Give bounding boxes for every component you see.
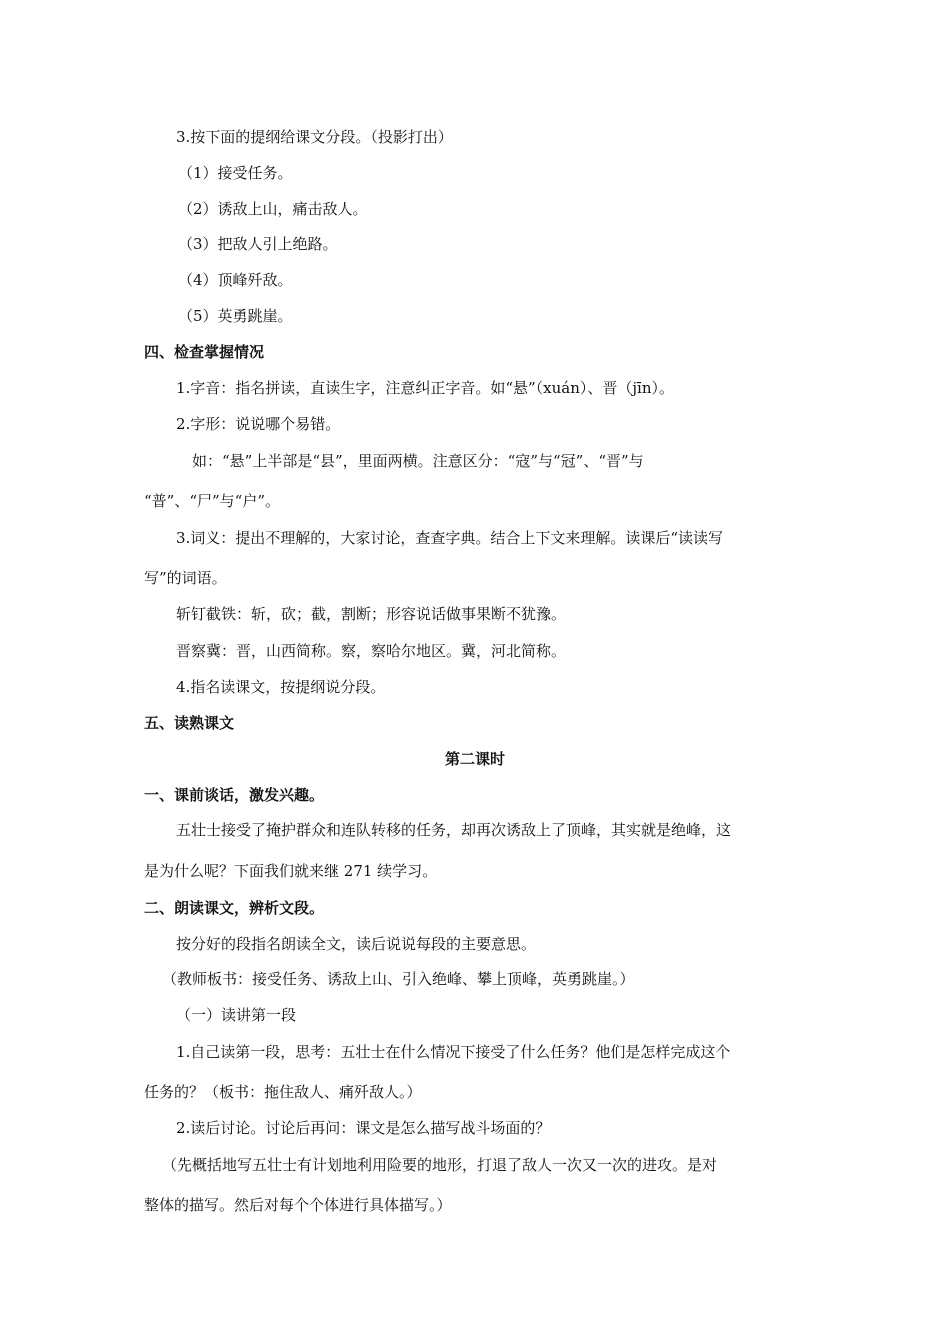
- paragraph-line: 五壮士接受了掩护群众和连队转移的任务，却再次诱敌上了顶峰，其实就是绝峰，这: [176, 821, 732, 839]
- section-heading: 二、朗读课文，辨析文段。: [144, 899, 325, 917]
- paragraph-line: （一）读讲第一段: [176, 1006, 297, 1024]
- outline-item: （2）诱敌上山，痛击敌人。: [178, 200, 368, 218]
- paragraph-line: 写”的词语。: [144, 569, 227, 587]
- paragraph-line: 1.字音：指名拼读，直读生字，注意纠正字音。如“悬”（xuán）、晋（jīn）。: [176, 379, 674, 397]
- paragraph-line: 按分好的段指名朗读全文，读后说说每段的主要意思。: [176, 935, 537, 953]
- paragraph-line: 3.词义：提出不理解的，大家讨论，查查字典。结合上下文来理解。读课后“读读写: [176, 529, 723, 547]
- paragraph-line: 2.读后讨论。讨论后再问：课文是怎么描写战斗场面的？: [176, 1119, 551, 1137]
- paragraph-line: 1.自己读第一段，思考：五壮士在什么情况下接受了什么任务？他们是怎样完成这个: [176, 1043, 731, 1061]
- outline-item: （4）顶峰歼敌。: [178, 271, 293, 289]
- paragraph-line: “普”、“尸”与“户”。: [144, 492, 281, 510]
- lesson-title: 第二课时: [444, 750, 505, 768]
- paragraph-line: （先概括地写五壮士有计划地利用险要的地形，打退了敌人一次又一次的进攻。是对: [162, 1156, 718, 1174]
- outline-item: （3）把敌人引上绝路。: [178, 235, 338, 253]
- paragraph-line: 斩钉截铁：斩，砍；截，割断；形容说话做事果断不犹豫。: [176, 605, 567, 623]
- paragraph-line: 2.字形：说说哪个易错。: [176, 415, 341, 433]
- outline-intro: 3.按下面的提纲给课文分段。（投影打出）: [176, 128, 453, 146]
- section-heading: 四、检查掌握情况: [144, 343, 265, 361]
- paragraph-line: 整体的描写。然后对每个个体进行具体描写。）: [144, 1196, 452, 1214]
- outline-item: （1）接受任务。: [178, 164, 293, 182]
- paragraph-line: 任务的？（板书：拖住敌人、痛歼敌人。）: [144, 1083, 422, 1101]
- outline-item: （5）英勇跳崖。: [178, 307, 293, 325]
- paragraph-line: 是为什么呢？下面我们就来继 271 续学习。: [144, 862, 438, 880]
- paragraph-line: 4.指名读课文，按提纲说分段。: [176, 678, 386, 696]
- paragraph-line: 晋察冀：晋，山西简称。察，察哈尔地区。冀，河北简称。: [176, 642, 567, 660]
- paragraph-line: （教师板书：接受任务、诱敌上山、引入绝峰、攀上顶峰，英勇跳崖。）: [162, 970, 635, 988]
- section-heading: 五、读熟课文: [144, 714, 235, 732]
- section-heading: 一、课前谈话，激发兴趣。: [144, 786, 325, 804]
- paragraph-line: 如：“悬”上半部是“县”，里面两横。注意区分：“寇”与“冠”、“晋”与: [192, 452, 644, 470]
